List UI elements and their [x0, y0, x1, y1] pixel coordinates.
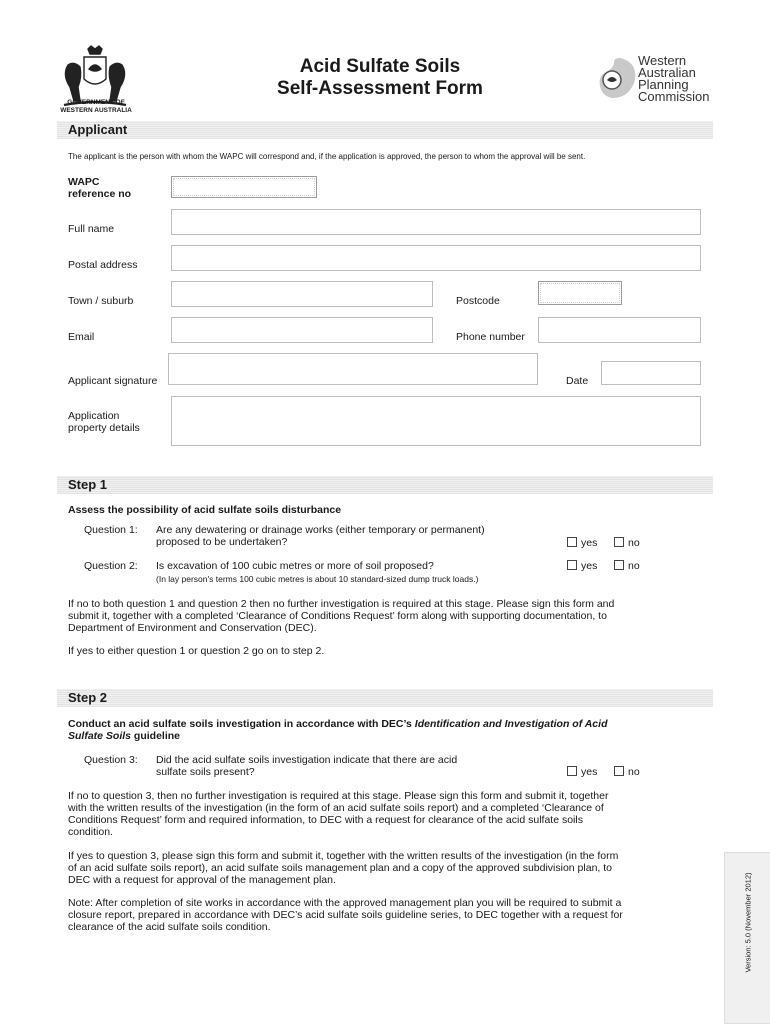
applicant-section-header — [57, 121, 713, 139]
full-name-input[interactable] — [171, 209, 701, 235]
postcode-input[interactable] — [538, 281, 622, 305]
date-label: Date — [566, 375, 589, 387]
q2-text: Is excavation of 100 cubic metres or more of soil proposed? — [156, 560, 434, 572]
step2-p3-line-3: clearance of the acid sulfate soils condition. — [68, 921, 271, 933]
step2-section-header — [57, 689, 713, 707]
q2-yes-label: yes — [581, 560, 598, 572]
wapc-ref-label-2: reference no — [68, 188, 132, 200]
step1-paragraph-1 — [68, 598, 614, 634]
step1-p1-line-3: Department of Environment and Conservation (DEC). — [68, 622, 317, 634]
q1-label: Question 1: — [84, 524, 138, 536]
wapc-line-3: Planning — [638, 77, 689, 92]
q3-no-option[interactable] — [614, 766, 640, 778]
step1-paragraph-2: If yes to either question 1 or question 2 go on to step 2. — [68, 645, 325, 657]
step1-p1-line-2: submit it, together with a completed ‘Clearance of Conditions Request’ form along with supporting documentation, to — [68, 610, 607, 622]
wapc-name — [638, 55, 710, 103]
q3-label: Question 3: — [84, 754, 138, 766]
step2-subheading — [68, 718, 607, 742]
step2-paragraph-2 — [68, 850, 618, 886]
step2-p2-line-1: If yes to question 3, please sign this form and submit it, together with the written results of the investigation (in the form — [68, 850, 619, 862]
version-label: Version: 5.0 (November 2012) — [743, 872, 753, 973]
step2-note — [68, 897, 623, 933]
q3-yes-option[interactable] — [567, 766, 597, 778]
signature-label: Applicant signature — [68, 375, 158, 387]
q3-yes-label: yes — [581, 766, 598, 778]
property-details-label — [68, 410, 140, 434]
q3-yes-checkbox[interactable] — [567, 766, 577, 776]
signature-input[interactable] — [168, 353, 538, 385]
wapc-logo-icon — [598, 56, 638, 102]
q3-no-checkbox[interactable] — [614, 766, 624, 776]
wapc-ref-label — [68, 176, 131, 200]
step2-p1-line-1: If no to question 3, then no further investigation is required at this stage. Please sign this form and submit it, together — [68, 790, 609, 802]
step2-sub-1a: Conduct an acid sulfate soils investigation in accordance with DEC’s — [68, 718, 415, 730]
q1-no-label: no — [628, 537, 640, 549]
phone-label: Phone number — [456, 331, 525, 343]
town-label: Town / suburb — [68, 295, 134, 307]
q1-yes-checkbox[interactable] — [567, 537, 577, 547]
phone-input[interactable] — [538, 317, 701, 343]
postal-address-label: Postal address — [68, 259, 138, 271]
q1-line-2: proposed to be undertaken? — [156, 536, 288, 548]
government-label: GOVERNMENT OF WESTERN AUSTRALIA — [60, 99, 132, 114]
email-input[interactable] — [171, 317, 433, 343]
q2-yes-option[interactable] — [567, 560, 597, 572]
q2-label: Question 2: — [84, 560, 138, 572]
step1-heading: Step 1 — [68, 477, 108, 492]
town-input[interactable] — [171, 281, 433, 307]
q1-text — [156, 524, 485, 548]
step1-subheading: Assess the possibility of acid sulfate soils disturbance — [68, 504, 342, 516]
step2-p1-line-3: Conditions Request’ form and required information, to DEC with a request for clearance of the acid sulfate soils — [68, 814, 583, 826]
postal-address-input[interactable] — [171, 245, 701, 271]
q3-line-1: Did the acid sulfate soils investigation indicate that there are acid — [156, 754, 458, 766]
applicant-heading: Applicant — [68, 122, 128, 137]
title-line-2: Self-Assessment Form — [277, 78, 483, 99]
q3-no-label: no — [628, 766, 640, 778]
step1-p1-line-1: If no to both question 1 and question 2 then no further investigation is required at this stage. Please sign this form and — [68, 598, 615, 610]
date-input[interactable] — [601, 361, 701, 385]
property-label-1: Application — [68, 410, 120, 422]
step2-heading: Step 2 — [68, 690, 108, 705]
q1-no-option[interactable] — [614, 537, 640, 549]
page-title — [230, 56, 530, 100]
step2-p3-line-1: Note: After completion of site works in accordance with the approved management plan you will be required to submit a — [68, 897, 622, 909]
step2-p1-line-4: condition. — [68, 826, 113, 838]
q1-no-checkbox[interactable] — [614, 537, 624, 547]
step2-paragraph-1 — [68, 790, 608, 838]
step2-sub-2a: Sulfate Soils — [68, 730, 132, 742]
step2-p2-line-2: of an acid sulfate soils report), an acid sulfate soils management plan and a copy of the approved subdivision plan, to — [68, 862, 612, 874]
q2-note: (In lay person's terms 100 cubic metres is about 10 standard-sized dump truck loads.) — [156, 574, 479, 584]
q1-yes-label: yes — [581, 537, 598, 549]
q2-no-checkbox[interactable] — [614, 560, 624, 570]
q1-line-1: Are any dewatering or drainage works (either temporary or permanent) — [156, 524, 485, 536]
property-details-input[interactable] — [171, 396, 701, 446]
wapc-line-4: Commission — [638, 89, 710, 104]
wapc-line-1: Western — [638, 53, 687, 68]
title-line-1: Acid Sulfate Soils — [299, 56, 461, 77]
q3-text — [156, 754, 457, 778]
full-name-label: Full name — [68, 223, 115, 235]
q2-yes-checkbox[interactable] — [567, 560, 577, 570]
wapc-ref-label-1: WAPC — [68, 176, 100, 188]
wapc-line-2: Australian — [638, 65, 696, 80]
step2-sub-1b: Identification and Investigation of Acid — [414, 718, 608, 730]
email-label: Email — [68, 331, 95, 343]
step2-p3-line-2: closure report, prepared in accordance with DEC’s acid sulfate soils guideline series, to DEC together with a request for — [68, 909, 623, 921]
applicant-intro: The applicant is the person with whom the WAPC will correspond and, if the application is approved, the person to whom the approval will be sent. — [68, 152, 586, 161]
q2-no-label: no — [628, 560, 640, 572]
step2-p2-line-3: DEC with a request for approval of the management plan. — [68, 874, 336, 886]
step2-sub-2b: guideline — [131, 730, 181, 742]
step1-section-header — [57, 476, 713, 494]
step2-p1-line-2: with the written results of the investigation (in the form of an acid sulfate soils report) and a completed ‘Clearance of — [68, 802, 604, 814]
q3-line-2: sulfate soils present? — [156, 766, 255, 778]
q2-no-option[interactable] — [614, 560, 640, 572]
postcode-label: Postcode — [456, 295, 500, 307]
q1-yes-option[interactable] — [567, 537, 597, 549]
wapc-ref-input[interactable] — [171, 176, 317, 198]
property-label-2: property details — [68, 422, 140, 434]
